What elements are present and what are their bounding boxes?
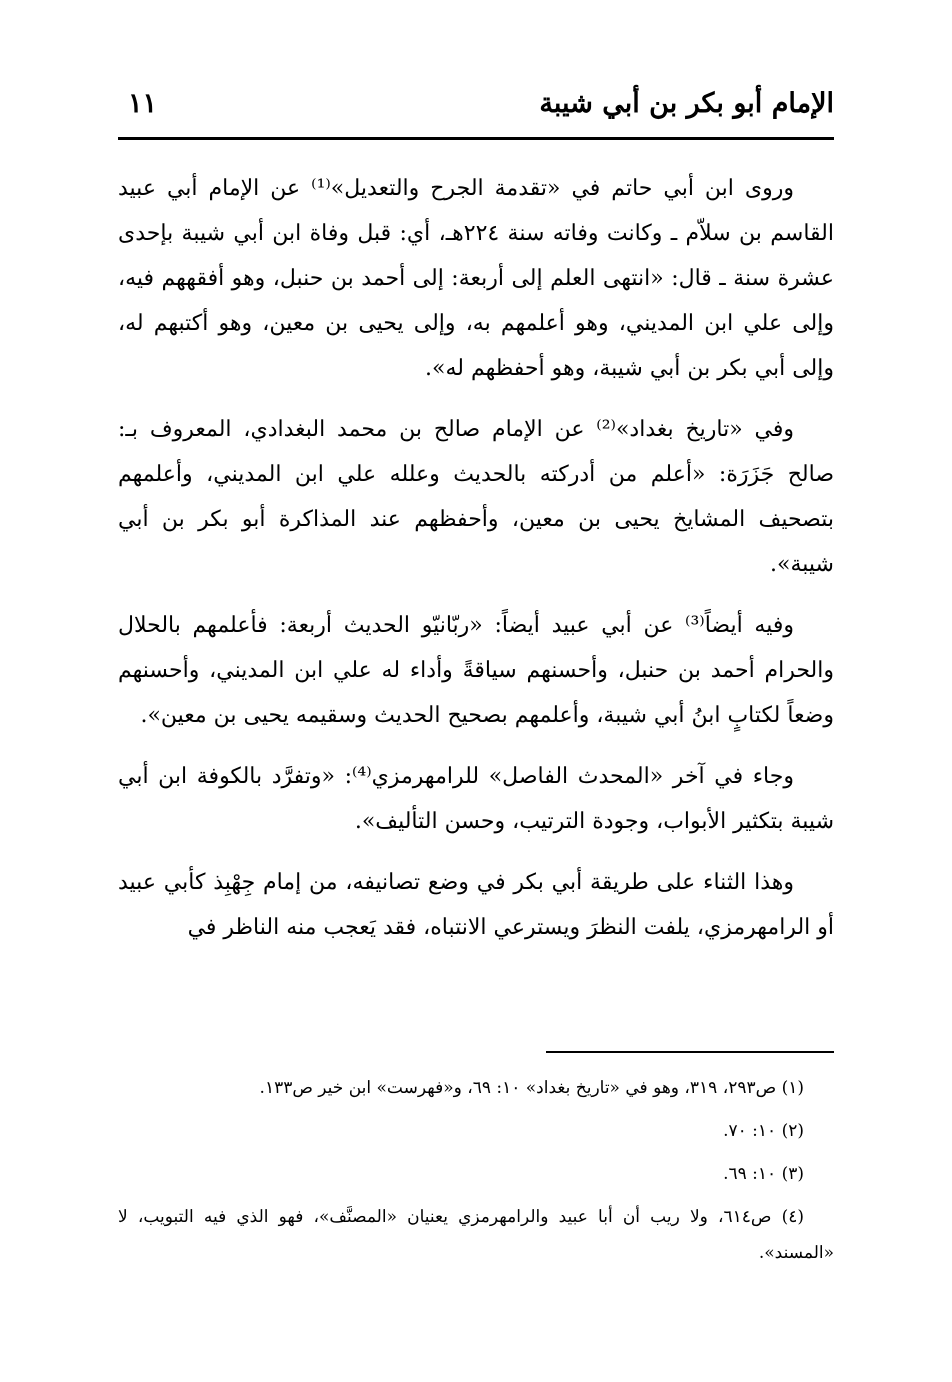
running-title: الإمام أبو بكر بن أبي شيبة: [539, 88, 834, 119]
main-text: [118, 166, 834, 966]
footnote: (٣) ١٠: ٦٩.: [723, 1164, 804, 1184]
paragraph: وهذا الثناء على طريقة أبي بكر في وضع تصانيفه، من إمام جِهْبِذ كأبي عبيد أو الرامهرمزي، يلفت النظرَ ويسترعي الانتباه، فقد يَعجب منه الناظر في: [118, 870, 834, 940]
running-header: [118, 82, 834, 130]
footnote: (٤) ص٦١٤، ولا ريب أن أبا عبيد والرامهرمزي يعنيان «المصنَّف»، فهو الذي فيه التبويب، لا «المسند».: [118, 1207, 834, 1263]
footnote: (١) ص٢٩٣، ٣١٩، وهو في «تاريخ بغداد» ١٠: ٦٩، و«فهرست» ابن خير ص١٣٣.: [259, 1078, 804, 1098]
paragraph: وروى ابن أبي حاتم في «تقدمة الجرح والتعديل»⁽¹⁾ عن الإمام أبي عبيد القاسم بن سلاّم ـ وكانت وفاته سنة ٢٢٤هـ، أي: قبل وفاة ابن أبي شيبة بإحدى عشرة سنة ـ قال: «انتهى العلم إلى أربعة: إلى أحمد بن حنبل، وهو أفقههم فيه، وإلى علي ابن المديني، وهو أعلمهم به، وإلى يحيى بن معين، وهو أكتبهم له، وإلى أبي بكر بن أبي شيبة، وهو أحفظهم له».: [118, 176, 834, 381]
paragraph: وفيه أيضاً⁽³⁾ عن أبي عبيد أيضاً: «ربّانيّو الحديث أربعة: فأعلمهم بالحلال والحرام أحمد بن حنبل، وأحسنهم سياقةً وأداء له علي ابن المديني، وأحسنهم وضعاً لكتابٍ ابنُ أبي شيبة، وأعلمهم بصحيح الحديث وسقيمه يحيى بن معين».: [118, 613, 834, 728]
footnote: (٢) ١٠: ٧٠.: [723, 1121, 804, 1141]
footnote-separator: [546, 1051, 834, 1053]
footnotes: [118, 1070, 834, 1278]
page-number: ١١: [128, 88, 158, 119]
header-rule: [118, 137, 834, 140]
paragraph: وفي «تاريخ بغداد»⁽²⁾ عن الإمام صالح بن محمد البغدادي، المعروف بـ: صالح جَزَرَة: «أعلم من أدركته بالحديث وعلله علي ابن المديني، وأعلمهم بتصحيف المشايخ يحيى بن معين، وأحفظهم عند المذاكرة أبو بكر بن أبي شيبة».: [118, 417, 834, 577]
paragraph: وجاء في آخر «المحدث الفاصل» للرامهرمزي⁽⁴⁾: «وتفرَّد بالكوفة ابن أبي شيبة بتكثير الأبواب، وجودة الترتيب، وحسن التأليف».: [118, 764, 834, 834]
